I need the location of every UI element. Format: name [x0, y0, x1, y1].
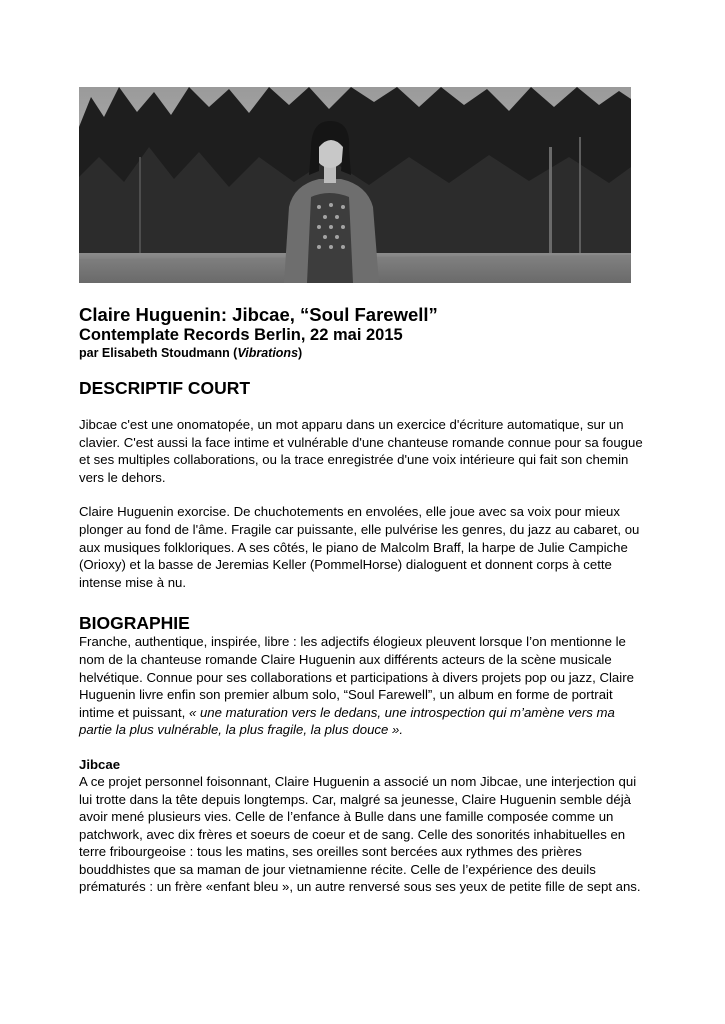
- biographie-paragraph-2: A ce projet personnel foisonnant, Claire Huguenin a associé un nom Jibcae, une interjection qui lui trotte dans la tête depuis longtemps. Car, malgré sa jeunesse, Claire Huguenin semble déjà avoir mené plusieurs vies. Celle de l’enfance à Bulle dans une famille composée comme un patchwork, avec dix frères et soeurs de coeur et de sang. Celle des sonorités inhabituelles en terre fribourgeoise : tous les matins, ses oreilles sont bercées aux rythmes des prières bouddhistes que sa maman de jour vietnamienne récite. Celle de l’expérience des deuils prématurés : un frère «enfant bleu », un autre renversé sous ses yeux de petite fille de sept ans.: [79, 773, 641, 895]
- section-heading-biographie: BIOGRAPHIE: [79, 613, 190, 634]
- byline-publication: Vibrations: [237, 346, 299, 360]
- biographie-paragraph-1: [79, 633, 649, 739]
- article: [79, 304, 649, 896]
- descriptif-paragraph-2: Claire Huguenin exorcise. De chuchotements en envolées, elle joue avec sa voix pour mieux plonger au fond de l'âme. Fragile car puissante, elle pulvérise les genres, du jazz au cabaret, ou aux musiques folkloriques. A ses côtés, le piano de Malcolm Braff, la harpe de Julie Campiche (Orioxy) et la basse de Jeremias Keller (PommelHorse) dialoguent et donnent corps à cette intense mise à nu.: [79, 504, 640, 590]
- biographie-paragraph-1-text: Franche, authentique, inspirée, libre : les adjectifs élogieux pleuvent lorsque l’on mentionne le nom de la chanteuse romande Claire Huguenin aux différents acteurs de la scène musicale helvétique. Connue pour ses collaborations et participations à divers projets pop ou jazz, Claire Huguenin livre enfin son premier album solo, “Soul Farewell”, un album en forme de portrait intime et puissant,: [79, 634, 634, 720]
- page-title: Claire Huguenin: Jibcae, “Soul Farewell”: [79, 304, 438, 325]
- portrait-photo-icon: [79, 87, 631, 283]
- byline-suffix: ): [298, 346, 303, 360]
- section-heading-descriptif: DESCRIPTIF COURT: [79, 378, 251, 398]
- biographie-quote: « une maturation vers le dedans, une introspection qui m’amène vers ma partie la plus vulnérable, la plus fragile, la plus douce ».: [79, 704, 615, 738]
- subheading-jibcae: Jibcae: [79, 756, 121, 772]
- header-photo: [79, 87, 631, 283]
- page-subtitle: Contemplate Records Berlin, 22 mai 2015: [79, 326, 403, 344]
- byline: [79, 345, 649, 362]
- byline-prefix: par Elisabeth Stoudmann (: [79, 346, 238, 360]
- descriptif-paragraph-1: Jibcae c'est une onomatopée, un mot apparu dans un exercice d'écriture automatique, sur un clavier. C'est aussi la face intime et vulnérable d'une chanteuse romande connue pour sa fougue et ses multiples collaborations, ou la trace enregistrée d'une voix intérieure qui fait son chemin vers le dehors.: [79, 417, 643, 485]
